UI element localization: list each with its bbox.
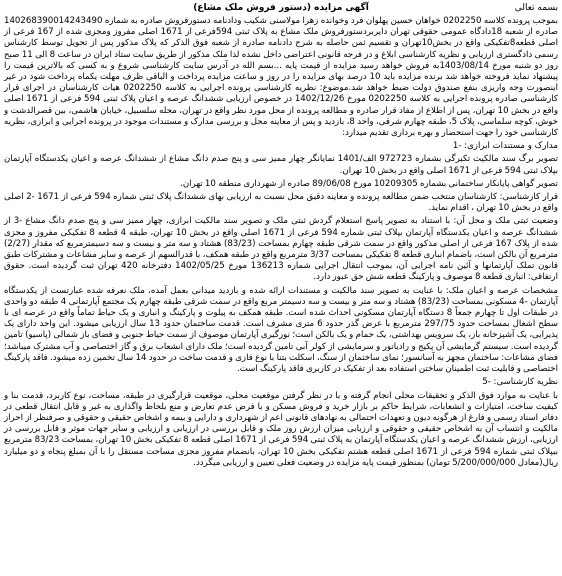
notice-header: [4, 2, 558, 16]
greeting-text: بسمه تعالی: [514, 3, 558, 13]
documents-heading: مدارک و مستندات ابرازی: -1: [452, 141, 558, 152]
notice-title: آگهی مزایده (دستور فروش ملک مشاع): [193, 3, 369, 13]
expert-opinion-paragraph: با عنایت به موارد فوق الذکر و تحقیقات محلی انجام گرفته و با در نظر گرفتن موقعیت محلی، موقعیت قرارگیری در طبقه، مساحت، نوع کاربرد، قدمت بنا و کیفیت ساخت، امتیازات و انشعابات، شرایط حاکم بر بازار خرید و فروش مسکن و با فرض عدم تعارض و منع بلحاظ واگذاری به غیر و قابل انتقال قطعی در دفاتر اسناد رسمی و فارغ از هرگونه دیون و تعهدات احتمالی به نهادهای قانونی اعم از شهرداری و دارایی و بیمه و اشخاص حقیقی و حقوقی و صرفنظر از احراز مالکیت و انتساب آن به اشخاص حقیقی و حقوقی و ارزیابی میزان ارزش روز ملک و قابل بررسی در ارزیابی و ارزیابی و سایر جهات موثر و قابل بررسی در ارزیابی، ارزش ششدانگ عرصه و اعیان یکدستگاه آپارتمان به پلاک ثبتی 594 فرعی از 1671 اصلی قطعه 8 تفکیکی بخش 10 تهران، بمساحت 83/23 مترمربع ببپلاک ثبتی شماره 594 فرعی از 1671 اصلی قطعه هشتم تفکیکی بخش 10 تهران، بانضمام مفروز مجزی مساحت مستقل را با آن بمبلغ پنجاه و دو میلیارد ریال(معادل 5/200/000/000 تومان) بمنظور قیمت پایه مزایده در وضعیت فعلی تعیین و ارزیابی میگردد.: [4, 390, 559, 468]
registration-status-paragraph: وضعیت ثبتی ملک و محل آن: با استناد به تصویر پاسخ استعلام گردش ثبتی ملک و تصویر سند مالکیت ابرازی، چهار ممیز سی و پنج صدم دانگ مشاع -3 از ششدانگ عرصه و اعیان یکدستگاه آپارتمان بپلاک ثبتی شماره 594 فرعی از 1671 اصلی واقع در بخش 10 تهران، طبقه 4 قطعه 8 تفکیکی مفروز و مجزی شده از پلاک 167 فرعی از اصلی مذکور واقع در سمت شرقی طبقه چهارم بمساحت (83/23) هشتاد و سه متر و بیست و سه دسیمترمربع که مقدار (2/27) مترمربع آن بالکن است، باضمام انباری قطعه 8 تفکیکی بمساحت 3/37 مترمربع واقع در طبقه همکف، با قدرالسهم از عرصه و سایر مشاعات و مشترکات طبق قانون تملک آپارتمانها و آئین نامه اجرایی آن، بموجب انتقال اجرایی شماره 136213 مورخ 1402/05/25 دفترخانه 420 تهران ثبت گردیده است. حقوق ارتفاقی: انباری قطعه 8 موصوف و پارکینگ قطعه شش حق عبور دارد.: [4, 216, 559, 283]
documents-paragraph-1: تصویر برگ سند مالکیت تکبرگی بشماره 972723 الف/1401 نمایانگر چهار ممیز سی و پنج صدم دانگ مشاع از ششدانگ عرصه و اعیان یکدستگاه آپارتمان بپلاک ثبتی 594 فرعی از 1671 اصلی واقع در بخش 10 تهران.: [4, 154, 558, 176]
intro-paragraph: بموجب پرونده کلاسه 0202250 خواهان حسین پهلوان فرد وخوانده زهرا مولاسنی شکیب ودادنامه دستورفروش صادره به شماره 140268390014243490 صادره از شعبه 18دادگاه عمومی حقوقی تهران دایربردستورفروش ملک مشاع به پلاک ثبتی 594فرعی از 1671 اصلی مفروز ومجزی شده از 167 فرعی از اصلی قطعه8تفکیکی واقع در بخش10تهران و تقسیم ثمن حاصله به شرح دادنامه صادره از شعبه فوق الذکر که پلاک مذکور پس از تحویل توسط کارشناس رسمی دادگستری ارزیابی و نظریه کارشناسی ابلاغ و در فرجه قانونی اعتراضی داخل نشده لذا ملک مذکور از طریق سایت ستاد ایران در ساعت 8 الی 11 صبح روز دو شنبه مورخ 1403/08/14به فروش خواهد رسید مزایده از قیمت پایه ...بسم الله در آدرس سایت کارشناسی شروع و به کسی که بالاترین قیمت را پیشنهاد نماید فروخته خواهد شد برنده مزایده باید 10 درصد بهای مزایده را در روز و ساعت مزایده پرداخت و الباقی ظرف مهلت یکماه پرداخت شود در غیر اینصورت وجه واریزی بنفع صندوق دولت ضبط خواهد شد.موضوع: نظریه کارشناسی پرونده اجرایی به کلاسه 0202250 هیات کارشناسان در اجرای قرار کارشناسی صادره پرونده اجرایی به کلاسه 0202250 مورخ 1402/12/26 در خصوص ارزیابی ششدانگ عرصه و اعیان پلاک ثبتی 594 فرعی از 1671 اصلی واقع در بخش 10 تهران، پس از اطلاع از مفاد قرار صادره و مطالعه پرونده از محل مورد نظر واقع در تهران، محله سلسبیل، خیابان هاشمی، بین قصرالدشت و خوش، کوچه سلماسی، پلاک 5، طبقه چهارم شرقی، واحد 8، بازدید و پس از معاینه محل و بررسی مدارک و مستندات موجود در پرونده اجرایی و ابرازی، نظریه کارشناسی خود را جهت استحضار و بهره برداری تقدیم میدارد:: [4, 16, 559, 139]
documents-paragraph-2: تصویر گواهی پایانکار ساختمانی بشماره 10209305 مورخ 89/06/08 صادره از شهرداری منطقه 10 تهران.: [180, 178, 558, 189]
expert-opinion-heading: نظریه کارشناسی: -5: [482, 377, 558, 388]
property-specs-paragraph: مشخصات عرصه و اعیان ملک: با عنایت به تصویر سند مالکیت و مستندات ارائه شده و بازدید میدانی بعمل آمده، ملک نعرفه شده عبارتست از یکدستگاه آپارتمان -4 مسکونی بمساحت (83/23) هشتاد و سه متر و بیست و سه دسیمتر مربع واقع در سمت شرقی طبقه چهارم یک مجتمع آپارتمانی 4 طبقه دو واحدی در طبقات اول تا چهارم جمعاً 8 دستگاه آپارتمان مسکونی احداث شده است. طبقه همکف به پیلوت و پارکینگ و انباری و یک حیاط تماماً واقع در عرصه ای با سطح اشغال بمساحت حدود 297/75 مترمربع با عرض گذر حدود 6 متری مشرف است. قدمت ساختمان حدود 13 سال ارزیابی میشود. این واحد دارای یک پذیرایی، یک آشپزخانه باز، یک سرویس بهداشتی، یک حمام و یک بالکن است؛ نورگیری آپارتمان موصوف از سمت حیاط جنوبی و فضای باز شمالی (پاسیو) تامین گردیده است. سیستم گرمایشی آن پکیج و رادیاتور و سرمایشی از کولر آبی تامین گردیده است؛ ملک دارای انشعاب برق و گاز اختصاصی و آب مشترک میباشد؛ فضای مشاعات: ساختمان مجهز به آسانسور؛ نمای ساختمان از سنگ، اسکلت بتنا با نوع فازی و قدمت ساخت در حدود 14 سال تخمین زده میشود. فاقد پارکینگ اختصاصی و قابلیت ثبت اطمینان ساختن استفاده بعد از تفکیک در کاربری فاقد پارکینگ است.: [4, 285, 559, 375]
expert-order-paragraph: قرار کارشناسی: کارشناسان منتخب ضمن مطالعه پرونده و معاینه دقیق محل نسبت به ارزیابی بهای ششدانگ پلاک ثبتی شماره 594 فرعی از 1671 -2 اصلی واقع در بخش 10 تهران ، اقدام نماید.: [4, 192, 558, 214]
